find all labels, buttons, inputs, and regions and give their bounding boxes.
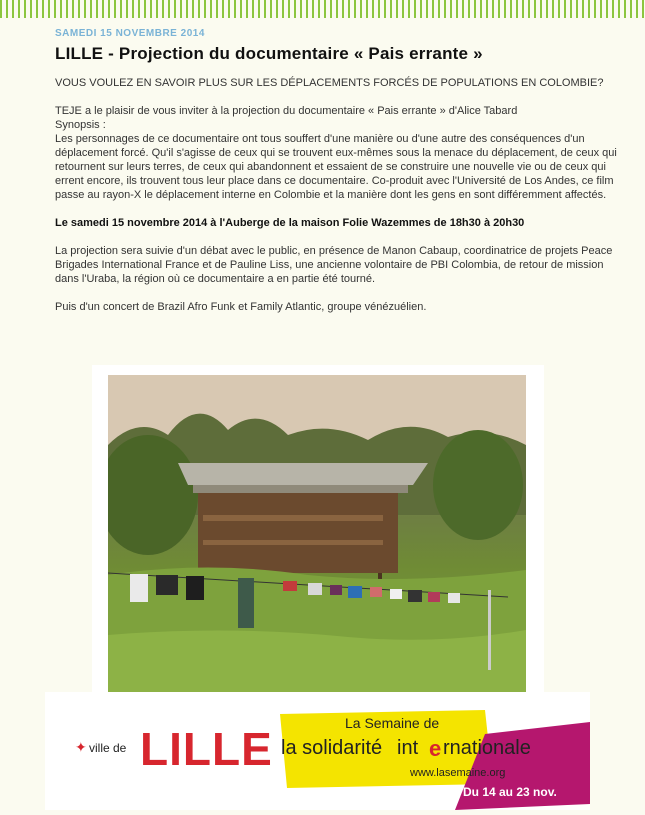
synopsis-label: Synopsis :: [55, 119, 106, 131]
post-intro: VOUS VOULEZ EN SAVOIR PLUS SUR LES DÉPLACEMENTS FORCÉS DE POPULATIONS EN COLOMBIE?: [55, 77, 604, 89]
post-invite: TEJE a le plaisir de vous inviter à la projection du documentaire « Pais errante » d'Alice Tabard: [55, 105, 518, 117]
banner-line2c: rnationale: [443, 737, 531, 759]
banner-graphic: [45, 692, 590, 810]
photo-illustration: [108, 375, 526, 693]
banner-url[interactable]: www.lasemaine.org: [410, 767, 506, 779]
documentary-photo[interactable]: [92, 365, 544, 695]
banner-line2a: la solidarité: [281, 737, 383, 759]
synopsis-text: Les personnages de ce documentaire ont tous souffert d'une manière ou d'une autre des conséquences d'un déplacement forcé. Qu'il s'agisse de ceux qui se trouvent eux-mêmes sous la menace du déplacement, de ceux qui retournent sur leurs terres, de ceux qui abandonnent et essaient de se construire une nouvelle vie ou de ceux qui errent encore, ils trouvent tous leur place dans ce documentaire. Co-produit avec l'Université de Los Andes, ce film passe au rayon-X le déplacement interne en Colombie et la manière dont les gens en sont différemment affectés.: [55, 133, 617, 201]
banner-e-glyph: e: [429, 736, 442, 761]
banner-dates: Du 14 au 23 nov.: [463, 785, 557, 799]
hut-scene-image: [108, 375, 526, 693]
banner-line1: La Semaine de: [345, 715, 440, 731]
post-date: SAMEDI 15 NOVEMBRE 2014: [55, 28, 205, 39]
post-title[interactable]: LILLE - Projection du documentaire « Pais errante »: [55, 44, 483, 63]
concert-text: Puis d'un concert de Brazil Afro Funk et Family Atlantic, groupe vénézuélien.: [55, 301, 427, 313]
star-icon: ✦: [75, 739, 87, 755]
blog-post: [55, 28, 625, 314]
event-banner[interactable]: [45, 692, 590, 810]
debate-text: La projection sera suivie d'un débat avec le public, en présence de Manon Cabaup, coordinatrice de projets Peace Brigades International France et de Pauline Liss, une ancienne volontaire de PBI Colombia, de retour de mission dans l'Uraba, la région où ce documentaire a en partie été tourné.: [55, 245, 613, 285]
header-stripe: [0, 0, 645, 18]
lille-logo-text: LILLE: [140, 723, 273, 775]
banner-line2b: int: [397, 737, 419, 759]
ville-de-label: ville de: [89, 741, 127, 755]
event-datetime: Le samedi 15 novembre 2014 à l'Auberge de la maison Folie Wazemmes de 18h30 à 20h30: [55, 217, 525, 229]
